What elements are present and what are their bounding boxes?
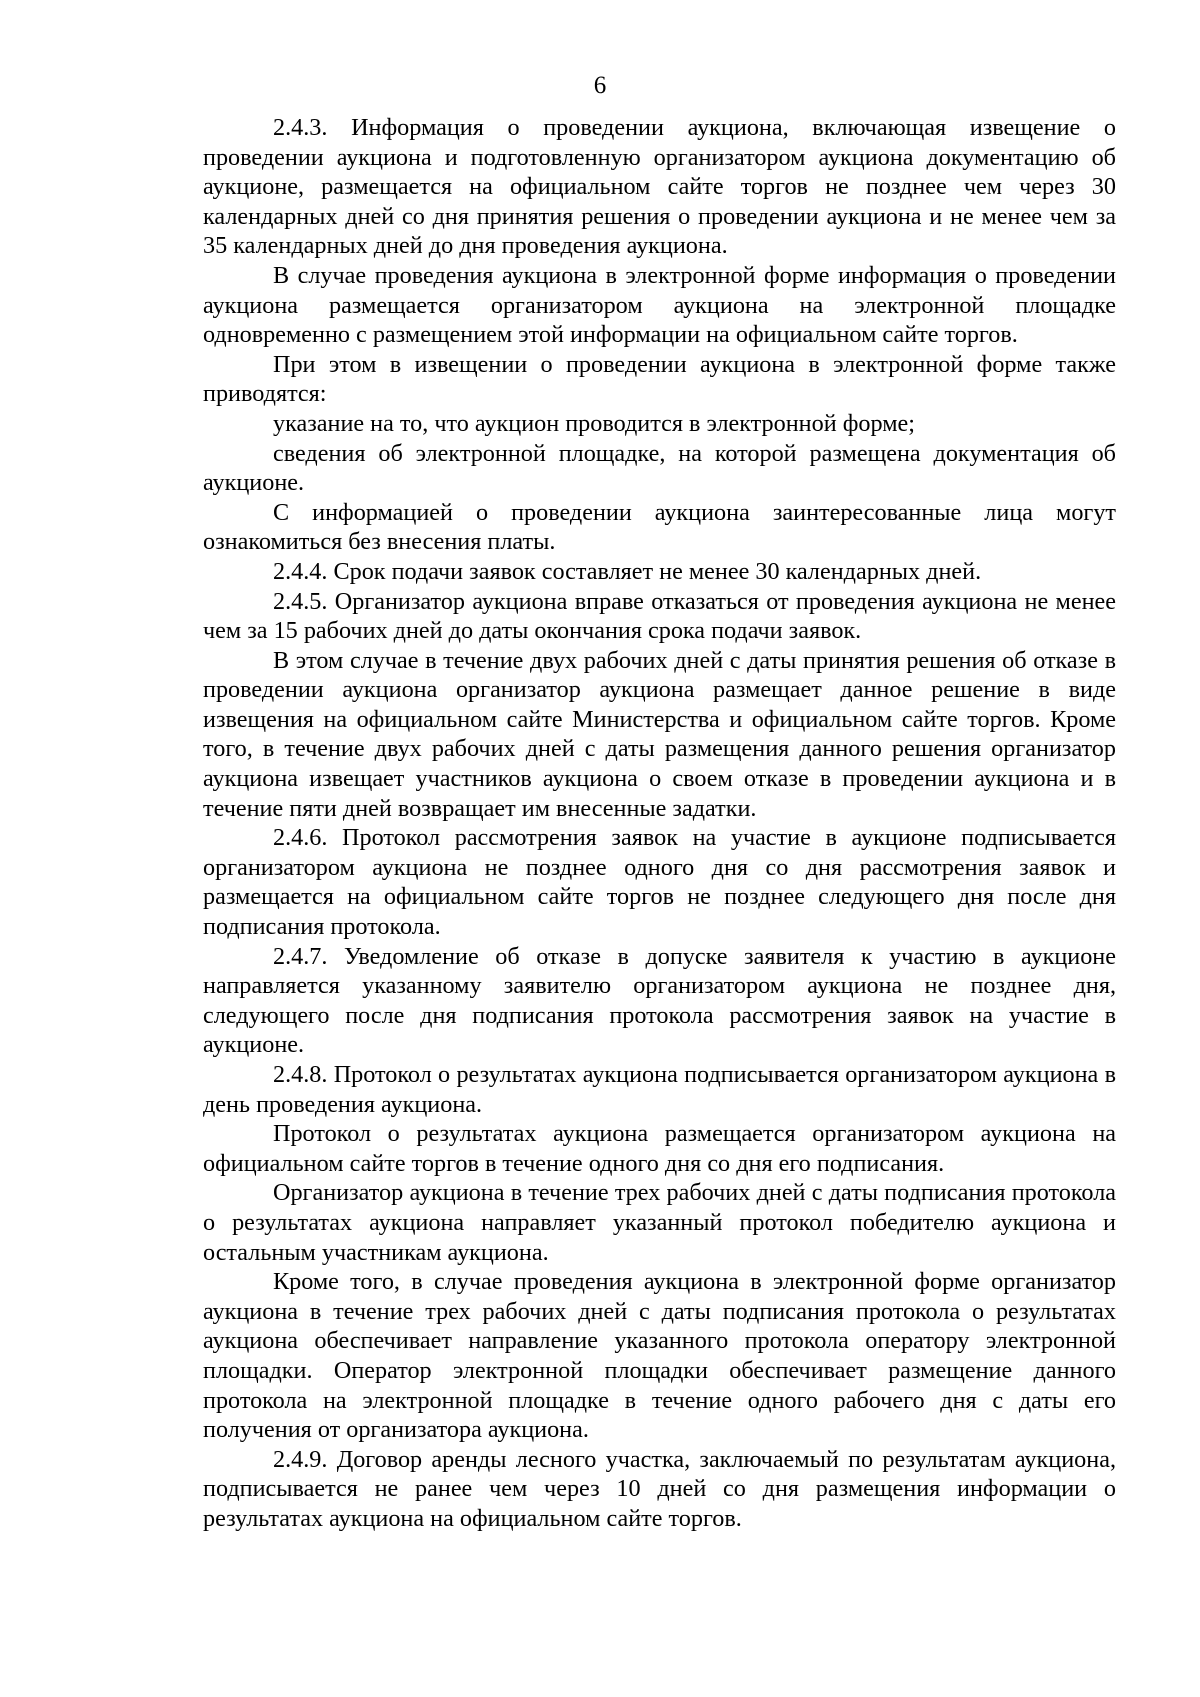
paragraph-operator-notification: Кроме того, в случае проведения аукциона в электронной форме организатор аукциона в течение трех рабочих дней с даты подписания протокола о результатах аукциона обеспечивает направление указанного протокола оператору электронной площадки. Оператор электронной площадки обеспечивает размещение данного протокола на электронной площадке в течение одного рабочего дня с даты его получения от организатора аукциона. — [203, 1268, 1116, 1444]
paragraph-2-4-6: 2.4.6. Протокол рассмотрения заявок на участие в аукционе подписывается организатором аукциона не позднее одного дня со дня рассмотрения заявок и размещается на официальном сайте торгов не позднее следующего дня после дня подписания протокола. — [203, 824, 1116, 941]
paragraph-results-distribution: Организатор аукциона в течение трех рабочих дней с даты подписания протокола о результатах аукциона направляет указанный протокол победителю аукциона и остальным участникам аукциона. — [203, 1179, 1116, 1266]
paragraph-free-access: С информацией о проведении аукциона заинтересованные лица могут ознакомиться без внесения платы. — [203, 498, 1116, 556]
paragraph-2-4-5: 2.4.5. Организатор аукциона вправе отказаться от проведения аукциона не менее чем за 15 рабочих дней до даты окончания срока подачи заявок. — [203, 587, 1116, 645]
paragraph-results-publication: Протокол о результатах аукциона размещается организатором аукциона на официальном сайте торгов в течение одного дня со дня его подписания. — [203, 1120, 1116, 1177]
paragraph-2-4-3: 2.4.3. Информация о проведении аукциона, включающая извещение о проведении аукциона и подготовленную организатором аукциона документацию об аукционе, размещается на официальном сайте торгов не позднее чем через 30 календарных дней со дня принятия решения о проведении аукциона и не менее чем за 35 календарных дней до дня проведения аукциона. — [203, 114, 1116, 260]
paragraph-2-4-9: 2.4.9. Договор аренды лесного участка, заключаемый по результатам аукциона, подписывается не ранее чем через 10 дней со дня размещения информации о результатах аукциона на официальном сайте торгов. — [203, 1445, 1116, 1532]
paragraph-list-item-electronic-form: указание на то, что аукцион проводится в электронной форме; — [273, 409, 915, 437]
paragraph-2-4-4: 2.4.4. Срок подачи заявок составляет не менее 30 календарных дней. — [273, 557, 982, 585]
paragraph-refusal-procedure: В этом случае в течение двух рабочих дней с даты принятия решения об отказе в проведении аукциона организатор аукциона размещает данное решение в виде извещения на официальном сайте Министерства и официальном сайте торгов. Кроме того, в течение двух рабочих дней с даты размещения данного решения организатор аукциона извещает участников аукциона о своем отказе в проведении аукциона и в течение пяти дней возвращает им внесенные задатки. — [203, 646, 1116, 822]
document-body — [203, 113, 1116, 1534]
paragraph-2-4-7: 2.4.7. Уведомление об отказе в допуске заявителя к участию в аукционе направляется указанному заявителю организатором аукциона не позднее дня, следующего после дня подписания протокола рассмотрения заявок на участие в аукционе. — [203, 942, 1116, 1059]
paragraph-list-item-platform-info: сведения об электронной площадке, на которой размещена документация об аукционе. — [203, 439, 1116, 497]
paragraph-electronic-form-info: В случае проведения аукциона в электронной форме информация о проведении аукциона размещается организатором аукциона на электронной площадке одновременно с размещением этой информации на официальном сайте торгов. — [203, 261, 1116, 349]
paragraph-2-4-8: 2.4.8. Протокол о результатах аукциона подписывается организатором аукциона в день проведения аукциона. — [203, 1061, 1116, 1118]
paragraph-notice-contents-intro: При этом в извещении о проведении аукциона в электронной форме также приводятся: — [203, 350, 1116, 408]
page-number: 6 — [593, 72, 607, 99]
